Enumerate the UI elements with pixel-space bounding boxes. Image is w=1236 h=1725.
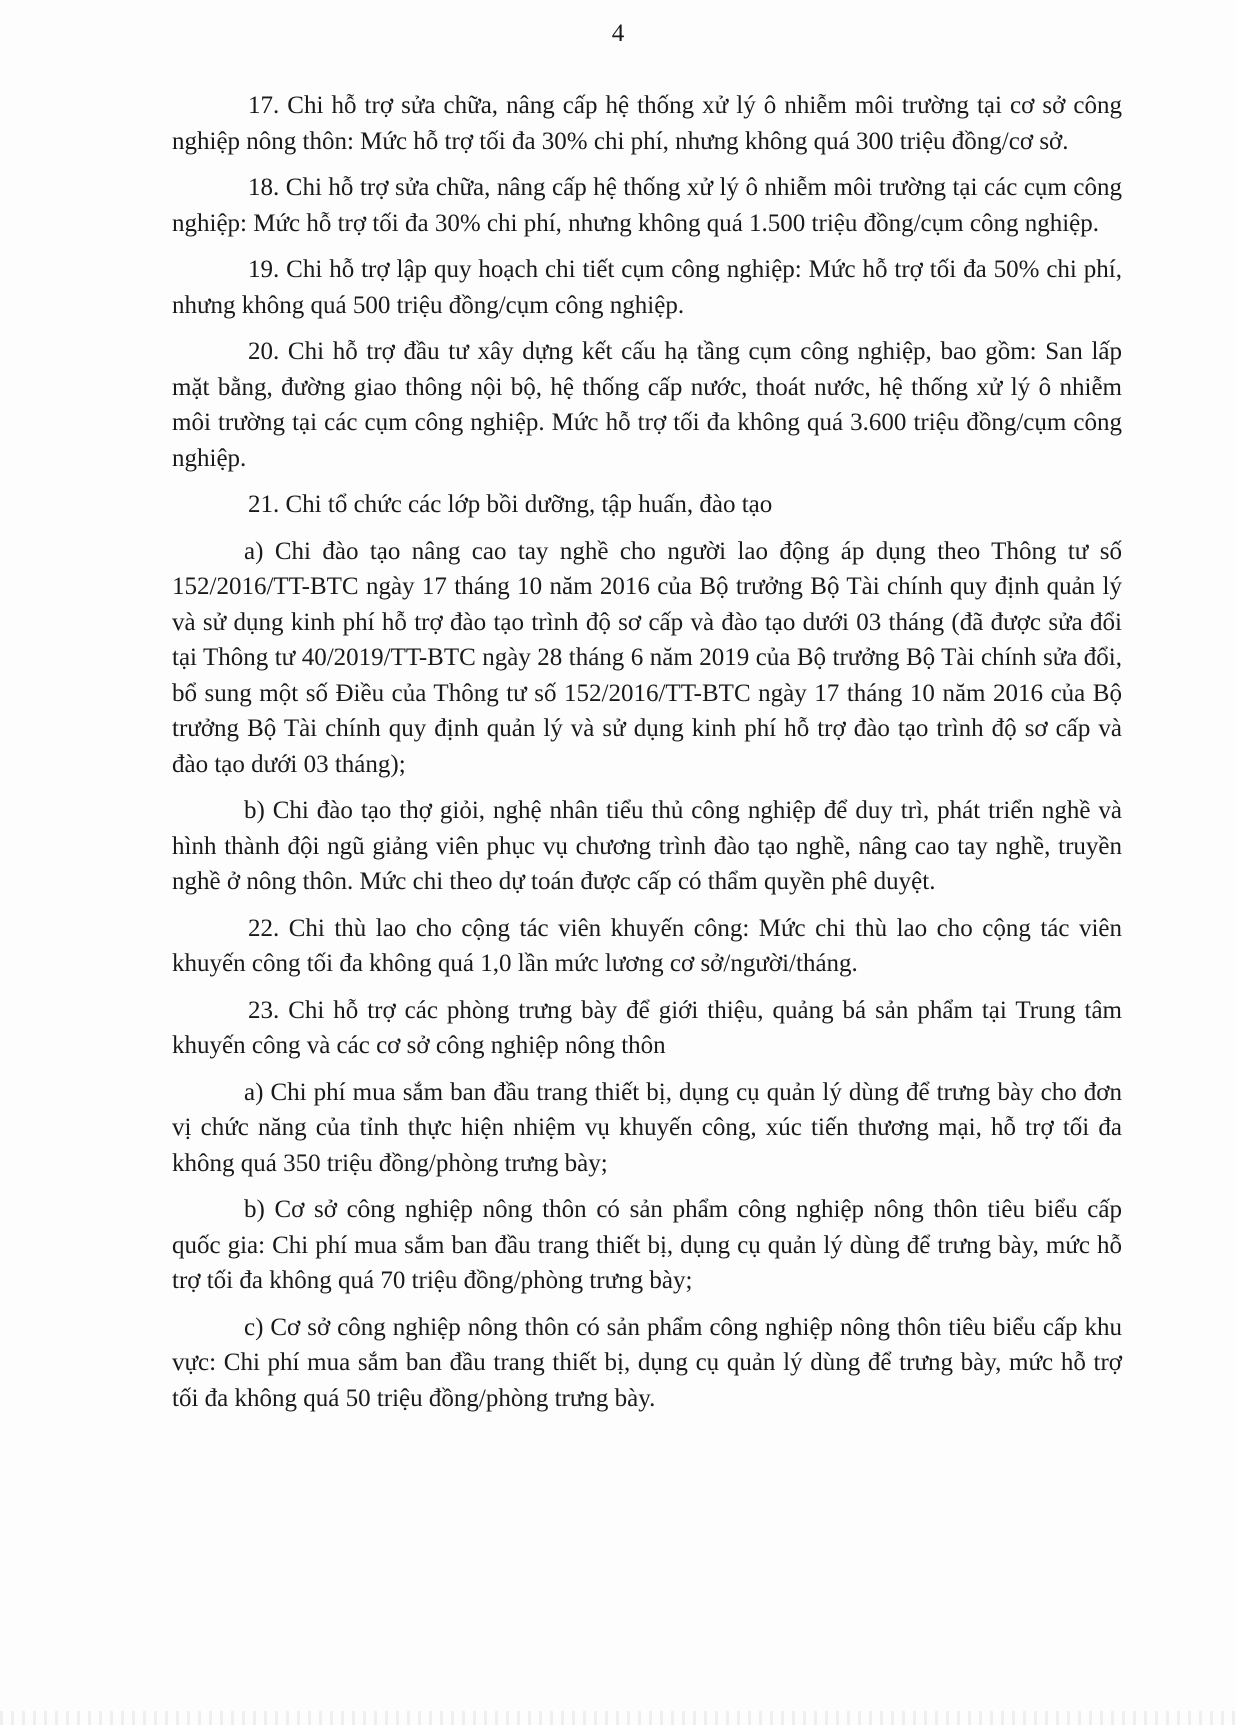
paragraph-item-17: 17. Chi hỗ trợ sửa chữa, nâng cấp hệ thống xử lý ô nhiễm môi trường tại cơ sở công nghiệp nông thôn: Mức hỗ trợ tối đa 30% chi phí, nhưng không quá 300 triệu đồng/cơ sở. bbox=[172, 92, 1122, 155]
paragraph-item-20: 20. Chi hỗ trợ đầu tư xây dựng kết cấu hạ tầng cụm công nghiệp, bao gồm: San lấp mặt bằng, đường giao thông nội bộ, hệ thống cấp nước, thoát nước, hệ thống xử lý ô nhiễm môi trường tại các cụm công nghiệp. Mức hỗ trợ tối đa không quá 3.600 triệu đồng/cụm công nghiệp. bbox=[172, 338, 1122, 472]
paragraph-item-21b: b) Chi đào tạo thợ giỏi, nghệ nhân tiểu thủ công nghiệp để duy trì, phát triển nghề và hình thành đội ngũ giảng viên phục vụ chương trình đào tạo nghề, nâng cao tay nghề, truyền nghề ở nông thôn. Mức chi theo dự toán được cấp có thẩm quyền phê duyệt. bbox=[172, 797, 1122, 895]
paragraph-item-21: 21. Chi tổ chức các lớp bồi dưỡng, tập huấn, đào tạo bbox=[248, 491, 773, 518]
paragraph-item-23c: c) Cơ sở công nghiệp nông thôn có sản phẩm công nghiệp nông thôn tiêu biểu cấp khu vực: Chi phí mua sắm ban đầu trang thiết bị, dụng cụ quản lý dùng để trưng bày, mức hỗ trợ tối đa không quá 50 triệu đồng/phòng trưng bày. bbox=[172, 1313, 1122, 1412]
paragraph-item-21a: a) Chi đào tạo nâng cao tay nghề cho người lao động áp dụng theo Thông tư số 152/2016/TT-BTC ngày 17 tháng 10 năm 2016 của Bộ trưởng Bộ Tài chính quy định quản lý và sử dụng kinh phí hỗ trợ đào tạo trình độ sơ cấp và đào tạo dưới 03 tháng (đã được sửa đổi tại Thông tư 40/2019/TT-BTC ngày 28 tháng 6 năm 2019 của Bộ trưởng Bộ Tài chính sửa đổi, bổ sung một số Điều của Thông tư số 152/2016/TT-BTC ngày 17 tháng 10 năm 2016 của Bộ trưởng Bộ Tài chính quy định quản lý và sử dụng kinh phí hỗ trợ đào tạo trình độ sơ cấp và đào tạo dưới 03 tháng); bbox=[172, 537, 1122, 778]
page-number: 4 bbox=[611, 20, 625, 47]
paragraph-item-23a: a) Chi phí mua sắm ban đầu trang thiết bị, dụng cụ quản lý dùng để trưng bày cho đơn vị chức năng của tỉnh thực hiện nhiệm vụ khuyến công, xúc tiến thương mại, hỗ trợ tối đa không quá 350 triệu đồng/phòng trưng bày; bbox=[172, 1078, 1122, 1177]
scan-edge-artifact bbox=[0, 1711, 1236, 1725]
paragraph-item-19: 19. Chi hỗ trợ lập quy hoạch chi tiết cụm công nghiệp: Mức hỗ trợ tối đa 50% chi phí, nhưng không quá 500 triệu đồng/cụm công nghiệp. bbox=[172, 256, 1122, 319]
paragraph-item-23: 23. Chi hỗ trợ các phòng trưng bày để giới thiệu, quảng bá sản phẩm tại Trung tâm khuyến công và các cơ sở công nghiệp nông thôn bbox=[172, 996, 1122, 1059]
paragraph-item-18: 18. Chi hỗ trợ sửa chữa, nâng cấp hệ thống xử lý ô nhiễm môi trường tại các cụm công nghiệp: Mức hỗ trợ tối đa 30% chi phí, nhưng không quá 1.500 triệu đồng/cụm công nghiệp. bbox=[172, 174, 1122, 237]
document-body bbox=[172, 88, 1122, 1427]
paragraph-item-22: 22. Chi thù lao cho cộng tác viên khuyến công: Mức chi thù lao cho cộng tác viên khuyến công tối đa không quá 1,0 lần mức lương cơ sở/người/tháng. bbox=[172, 914, 1122, 977]
paragraph-item-23b: b) Cơ sở công nghiệp nông thôn có sản phẩm công nghiệp nông thôn tiêu biểu cấp quốc gia: Chi phí mua sắm ban đầu trang thiết bị, dụng cụ quản lý dùng để trưng bày, mức hỗ trợ tối đa không quá 70 triệu đồng/phòng trưng bày; bbox=[172, 1196, 1122, 1294]
